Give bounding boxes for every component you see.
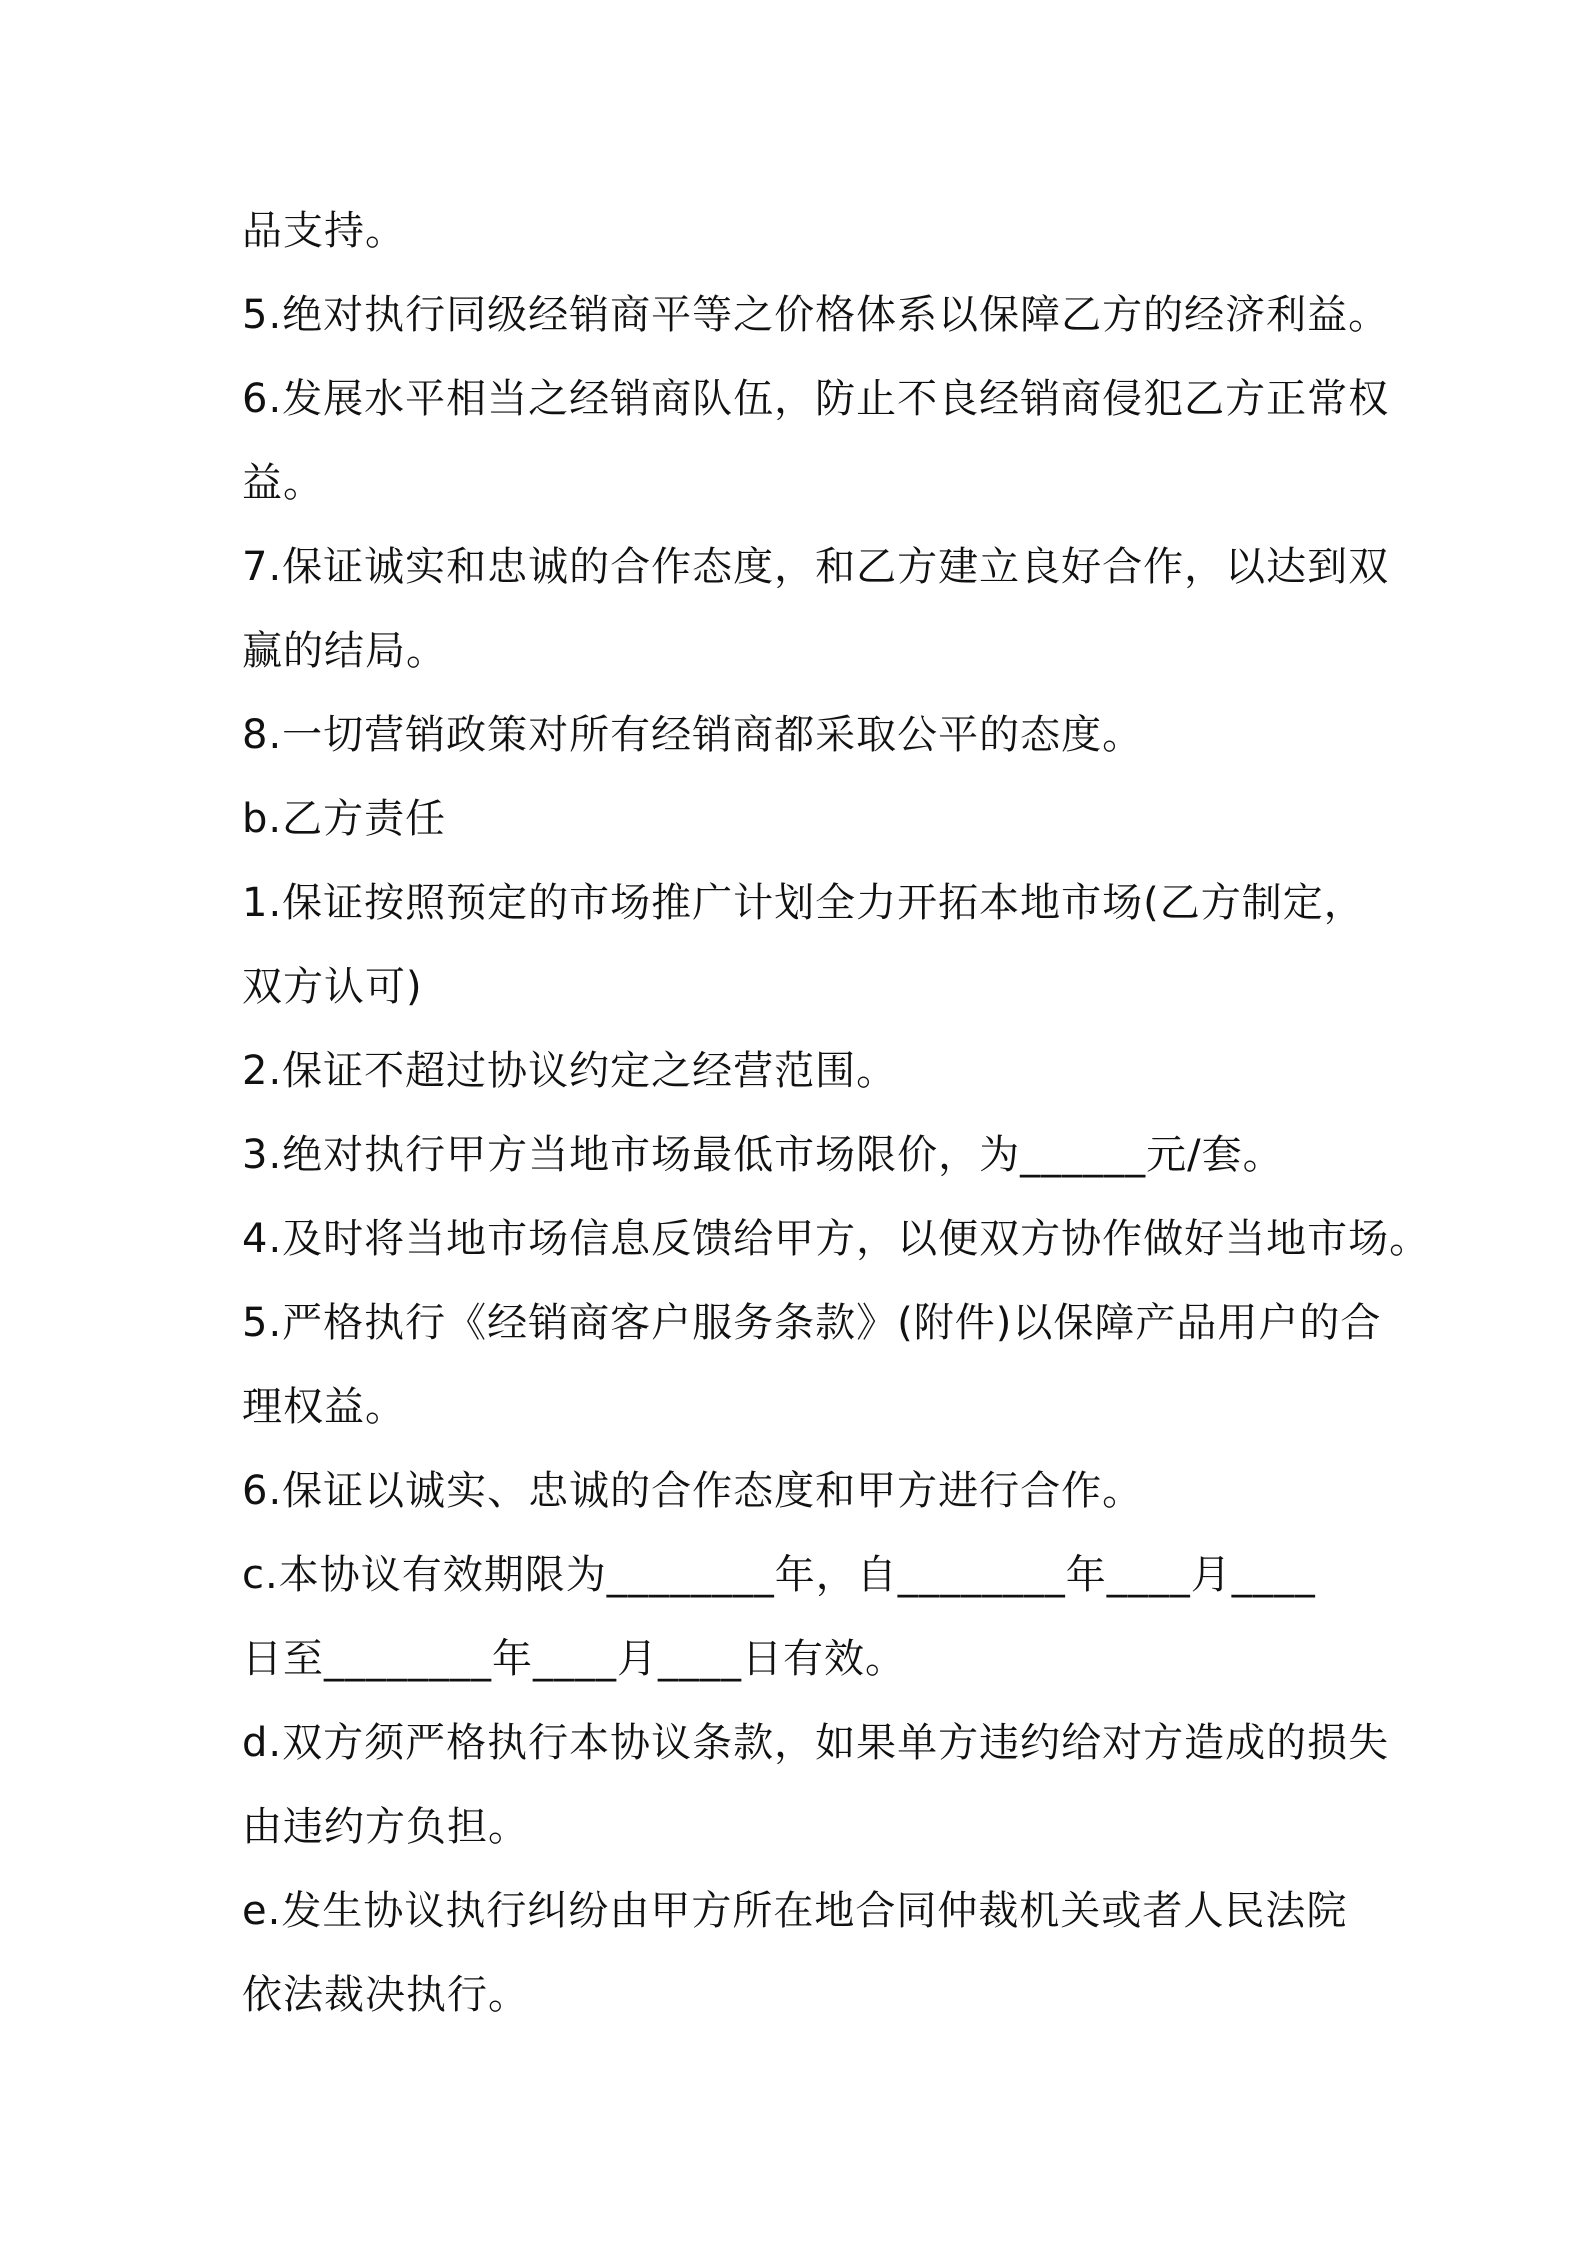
- text-line: 5.绝对执行同级经销商平等之价格体系以保障乙方的经济利益。: [242, 292, 1390, 338]
- text-line: 益。: [242, 460, 324, 506]
- text-line: 7.保证诚实和忠诚的合作态度，和乙方建立良好合作，以达到双: [242, 544, 1390, 590]
- text-line: 日至________年____月____日有效。: [242, 1636, 906, 1682]
- text-line: 4.及时将当地市场信息反馈给甲方，以便双方协作做好当地市场。: [242, 1216, 1431, 1262]
- text-line: 双方认可): [242, 964, 423, 1010]
- text-line: d.双方须严格执行本协议条款，如果单方违约给对方造成的损失: [242, 1720, 1390, 1766]
- text-line: 8.一切营销政策对所有经销商都采取公平的态度。: [242, 712, 1144, 758]
- text-line: 依法裁决执行。: [242, 1972, 529, 2018]
- text-line: 3.绝对执行甲方当地市场最低市场限价，为______元/套。: [242, 1132, 1284, 1178]
- text-line: 6.保证以诚实、忠诚的合作态度和甲方进行合作。: [242, 1468, 1144, 1514]
- text-line: 由违约方负担。: [242, 1804, 529, 1850]
- text-line: 6.发展水平相当之经销商队伍，防止不良经销商侵犯乙方正常权: [242, 376, 1390, 422]
- text-line: 1.保证按照预定的市场推广计划全力开拓本地市场(乙方制定，: [242, 880, 1365, 926]
- section-heading: b.乙方责任: [242, 796, 447, 842]
- text-line: 5.严格执行《经销商客户服务条款》(附件)以保障产品用户的合: [242, 1300, 1382, 1346]
- text-line: 2.保证不超过协议约定之经营范围。: [242, 1048, 898, 1094]
- text-line: 理权益。: [242, 1384, 406, 1430]
- text-line: 赢的结局。: [242, 628, 447, 674]
- text-line: 品支持。: [242, 208, 406, 254]
- text-line: c.本协议有效期限为________年，自________年____月____: [242, 1552, 1316, 1598]
- text-line: e.发生协议执行纠纷由甲方所在地合同仲裁机关或者人民法院: [242, 1888, 1348, 1934]
